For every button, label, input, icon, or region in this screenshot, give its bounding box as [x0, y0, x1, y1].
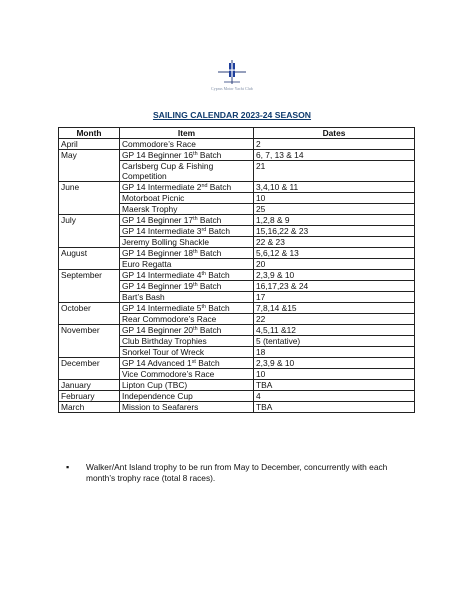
- club-logo: [212, 58, 252, 86]
- item-cell: GP 14 Intermediate 4th Batch: [120, 270, 254, 281]
- club-name: Cyprus Motor Yacht Club: [211, 87, 253, 91]
- item-cell: Bart’s Bash: [120, 292, 254, 303]
- column-header-dates: Dates: [254, 128, 415, 139]
- dates-cell: 2,3,9 & 10: [254, 358, 415, 369]
- item-cell: Commodore’s Race: [120, 139, 254, 150]
- item-cell: Maersk Trophy: [120, 204, 254, 215]
- dates-cell: 4: [254, 391, 415, 402]
- item-cell: Independence Cup: [120, 391, 254, 402]
- dates-cell: 5,6,12 & 13: [254, 248, 415, 259]
- table-row: [59, 248, 415, 259]
- dates-cell: TBA: [254, 380, 415, 391]
- item-cell: GP 14 Intermediate 2nd Batch: [120, 182, 254, 193]
- dates-cell: 15,16,22 & 23: [254, 226, 415, 237]
- month-cell: July: [59, 215, 120, 248]
- dates-cell: 25: [254, 204, 415, 215]
- item-cell: GP 14 Beginner 20th Batch: [120, 325, 254, 336]
- item-cell: Lipton Cup (TBC): [120, 380, 254, 391]
- month-cell: April: [59, 139, 120, 150]
- dates-cell: 3,4,10 & 11: [254, 182, 415, 193]
- item-cell: Vice Commodore’s Race: [120, 369, 254, 380]
- dates-cell: 18: [254, 347, 415, 358]
- dates-cell: 10: [254, 369, 415, 380]
- table-row: [59, 358, 415, 369]
- dates-cell: 17: [254, 292, 415, 303]
- month-cell: October: [59, 303, 120, 325]
- table-row: [59, 150, 415, 161]
- dates-cell: 1,2,8 & 9: [254, 215, 415, 226]
- item-cell: Rear Commodore’s Race: [120, 314, 254, 325]
- sailing-calendar-table: [58, 127, 415, 413]
- table-row: [59, 182, 415, 193]
- dates-cell: 10: [254, 193, 415, 204]
- item-cell: GP 14 Advanced 1st Batch: [120, 358, 254, 369]
- footnote-text: Walker/Ant Island trophy to be run from May to December, concurrently with each month’s trophy race (total 8 races).: [86, 462, 388, 483]
- table-header-row: [59, 128, 415, 139]
- item-cell: GP 14 Beginner 19th Batch: [120, 281, 254, 292]
- month-cell: August: [59, 248, 120, 270]
- dates-cell: 5 (tentative): [254, 336, 415, 347]
- dates-cell: 16,17,23 & 24: [254, 281, 415, 292]
- item-cell: Motorboat Picnic: [120, 193, 254, 204]
- item-cell: GP 14 Beginner 17th Batch: [120, 215, 254, 226]
- month-cell: February: [59, 391, 120, 402]
- table-row: [59, 380, 415, 391]
- month-cell: November: [59, 325, 120, 358]
- item-cell: Euro Regatta: [120, 259, 254, 270]
- month-cell: September: [59, 270, 120, 303]
- item-cell: Club Birthday Trophies: [120, 336, 254, 347]
- item-cell: Snorkel Tour of Wreck: [120, 347, 254, 358]
- table-row: [59, 303, 415, 314]
- dates-cell: 20: [254, 259, 415, 270]
- column-header-month: Month: [59, 128, 120, 139]
- table-row: [59, 215, 415, 226]
- column-header-item: Item: [120, 128, 254, 139]
- dates-cell: 7,8,14 &15: [254, 303, 415, 314]
- month-cell: May: [59, 150, 120, 182]
- item-cell: GP 14 Beginner 18th Batch: [120, 248, 254, 259]
- dates-cell: 6, 7, 13 & 14: [254, 150, 415, 161]
- item-cell: GP 14 Intermediate 5th Batch: [120, 303, 254, 314]
- dates-cell: TBA: [254, 402, 415, 413]
- dates-cell: 2: [254, 139, 415, 150]
- table-row: [59, 391, 415, 402]
- table-row: [59, 402, 415, 413]
- item-cell: GP 14 Intermediate 3rd Batch: [120, 226, 254, 237]
- bullet-icon: ▪: [66, 462, 70, 472]
- page-title: SAILING CALENDAR 2023-24 SEASON: [152, 110, 312, 120]
- item-cell: Mission to Seafarers: [120, 402, 254, 413]
- footnote: [66, 462, 404, 484]
- table-row: [59, 325, 415, 336]
- month-cell: January: [59, 380, 120, 391]
- dates-cell: 22: [254, 314, 415, 325]
- month-cell: December: [59, 358, 120, 380]
- item-cell: Jeremy Bolling Shackle: [120, 237, 254, 248]
- dates-cell: 21: [254, 161, 415, 182]
- month-cell: March: [59, 402, 120, 413]
- table-row: [59, 139, 415, 150]
- item-cell: Carlsberg Cup & Fishing Competition: [120, 161, 254, 182]
- month-cell: June: [59, 182, 120, 215]
- dates-cell: 4,5,11 &12: [254, 325, 415, 336]
- table-row: [59, 270, 415, 281]
- table-body: [59, 139, 415, 413]
- item-cell: GP 14 Beginner 16th Batch: [120, 150, 254, 161]
- dates-cell: 22 & 23: [254, 237, 415, 248]
- dates-cell: 2,3,9 & 10: [254, 270, 415, 281]
